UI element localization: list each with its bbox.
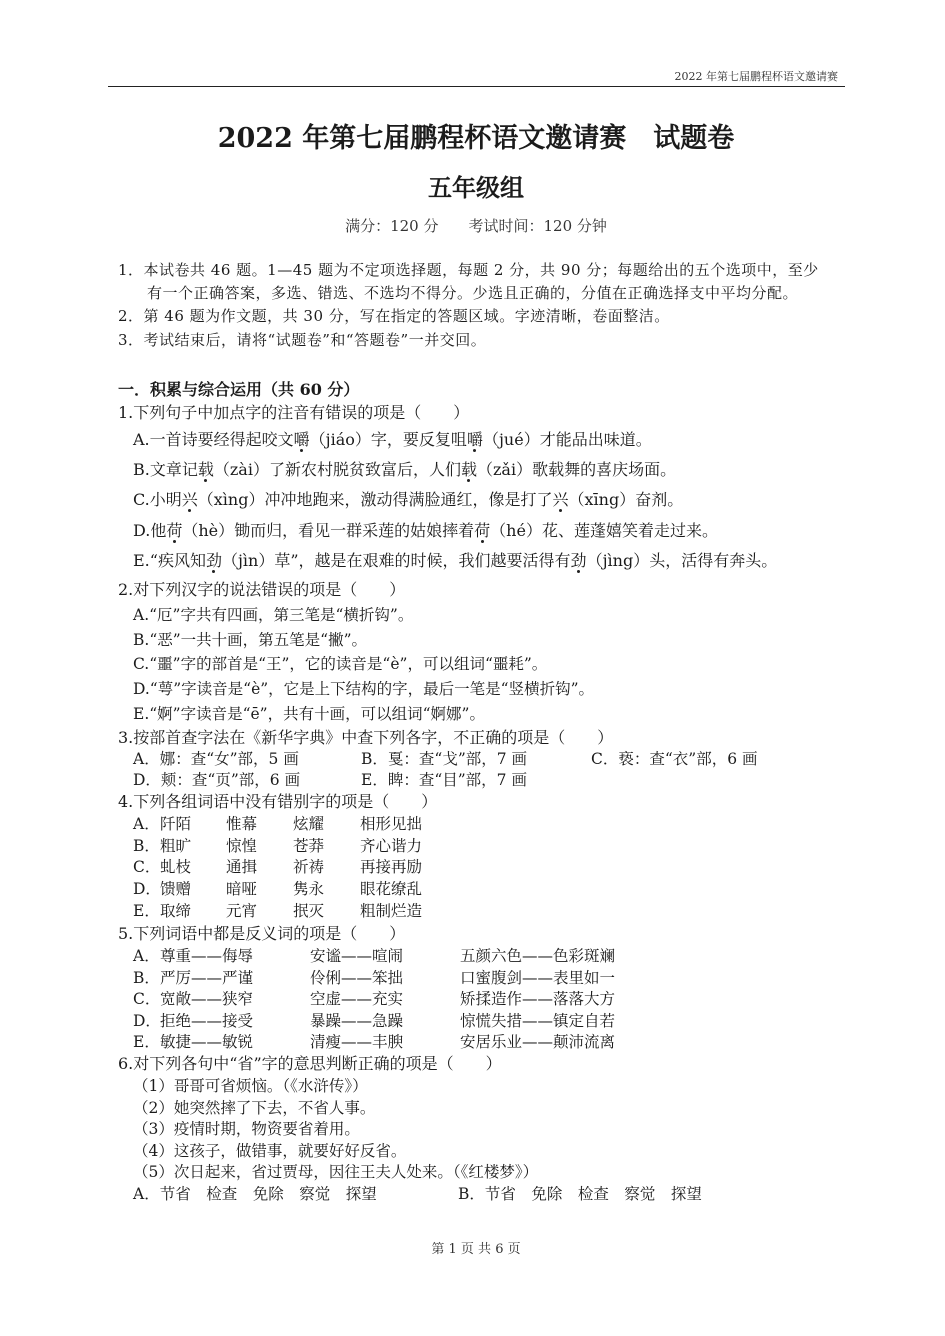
word: 惊惶 <box>226 837 258 855</box>
q1-option-d <box>133 521 718 541</box>
q2-option-e: E.“婀”字读音是“ē”，共有十画，可以组词“婀娜”。 <box>133 705 485 723</box>
q3-option-a: A．娜：查“女”部，5 画 <box>133 750 299 768</box>
option-label: D． <box>133 880 161 898</box>
q4-option-c <box>0 857 945 877</box>
word-pair: 矫揉造作——落落大方 <box>460 990 616 1008</box>
q1-option-c-dotted-char: 兴 <box>181 490 198 509</box>
instruction-2: 2．第 46 题为作文题，共 30 分，写在指定的答题区域。字迹清晰，卷面整洁。 <box>118 307 670 325</box>
option-label: E． <box>133 1033 160 1051</box>
exam-title: 2022 年第七届鹏程杯语文邀请赛 试题卷 <box>217 123 735 154</box>
q1-option-d-text: （hé）花、莲蓬嬉笑着走过来。 <box>490 521 718 540</box>
q2-option-c: C.“噩”字的部首是“王”，它的读音是“è”，可以组词“噩耗”。 <box>133 655 548 673</box>
word: 祈祷 <box>293 858 325 876</box>
q1-option-c-text: （xīng）奋剂。 <box>568 490 684 509</box>
word: 馈赠 <box>160 880 192 898</box>
word-pair: 安谧——喧闹 <box>310 947 404 965</box>
q4-option-a <box>0 814 945 834</box>
header-rule <box>108 86 845 87</box>
word-pair: 严厉——严谨 <box>160 969 254 987</box>
word: 再接再励 <box>360 858 423 876</box>
word: 取缔 <box>160 902 192 920</box>
q2-option-b: B.“恶”一共十画，第五笔是“撇”。 <box>133 631 368 649</box>
word: 隽永 <box>293 880 325 898</box>
q3-option-d: D．颊：查“页”部，6 画 <box>133 771 301 789</box>
option-label: D． <box>133 1012 161 1030</box>
word: 齐心谐力 <box>360 837 423 855</box>
q2-option-d: D.“萼”字读音是“è”，它是上下结构的字，最后一笔是“竖横折钩”。 <box>133 680 595 698</box>
word: 虬枝 <box>160 858 192 876</box>
word: 通揖 <box>226 858 258 876</box>
q1-option-a-text: （jiáo）字，要反复咀 <box>309 430 467 449</box>
q6-sentence-1: （1）哥哥可省烦恼。（《水浒传》） <box>133 1077 368 1095</box>
q1-option-b-text: B.文章记 <box>133 460 198 479</box>
q6-sentence-4: （4）这孩子，做错事，就要好好反省。 <box>133 1142 407 1160</box>
q1-option-e-text: （jìn）草”，越是在艰难的时候，我们越要活得有 <box>221 551 571 570</box>
q3-options-row-2 <box>0 770 945 790</box>
q1-stem: 1.下列句子中加点字的注音有错误的项是（ ） <box>118 403 470 422</box>
q1-option-e-text: （jìng）头，活得有奔头。 <box>586 551 778 570</box>
q1-option-c-text: C.小明 <box>133 490 182 509</box>
q1-option-a-dotted-char: 嚼 <box>293 430 310 449</box>
q3-stem: 3.按部首查字法在《新华字典》中查下列各字，不正确的项是（ ） <box>118 728 614 747</box>
word: 粗制烂造 <box>360 902 423 920</box>
q1-option-e-dotted-char: 劲 <box>205 551 222 570</box>
word-pair: 拒绝——接受 <box>160 1012 254 1030</box>
q3-option-b: B．戛：查“戈”部，7 画 <box>361 750 528 768</box>
word-pair: 伶俐——笨拙 <box>310 969 404 987</box>
q1-option-d-dotted-char: 荷 <box>166 521 183 540</box>
word-pair: 清瘦——丰腴 <box>310 1033 404 1051</box>
q1-option-d-text: （hè）锄而归，看见一群采莲的姑娘摔着 <box>182 521 475 540</box>
exam-group: 五年级组 <box>428 173 524 202</box>
word: 暗哑 <box>226 880 258 898</box>
word-pair: 五颜六色——色彩斑斓 <box>460 947 616 965</box>
option-label: E． <box>133 902 160 920</box>
word-pair: 尊重——侮辱 <box>160 947 254 965</box>
option-label: A． <box>133 947 160 965</box>
q5-stem: 5.下列词语中都是反义词的项是（ ） <box>118 924 406 943</box>
q4-option-e <box>0 901 945 921</box>
word: 惟幕 <box>226 815 258 833</box>
q6-stem: 6.对下列各句中“省”字的意思判断正确的项是（ ） <box>118 1054 502 1073</box>
word-pair: 安居乐业——颠沛流离 <box>460 1033 616 1051</box>
q1-option-d-text: D.他 <box>133 521 167 540</box>
q6-sentence-2: （2）她突然摔了下去，不省人事。 <box>133 1099 376 1117</box>
q1-option-c-dotted-char: 兴 <box>552 490 569 509</box>
q2-stem: 2.对下列汉字的说法错误的项是（ ） <box>118 580 406 599</box>
option-label: C． <box>133 990 161 1008</box>
word: 元宵 <box>226 902 258 920</box>
q1-option-b <box>133 460 676 480</box>
q3-option-e: E．睥：查“目”部，7 画 <box>361 771 527 789</box>
word-pair: 惊慌失措——镇定自若 <box>460 1012 616 1030</box>
option-label: A． <box>133 815 160 833</box>
word-pair: 空虚——充实 <box>310 990 404 1008</box>
page-number: 第 1 页 共 6 页 <box>431 1242 521 1257</box>
q1-option-a-text: A.一首诗要经得起咬文 <box>133 430 294 449</box>
word-pair: 敏捷——敏锐 <box>160 1033 254 1051</box>
q3-options-row-1 <box>0 749 945 769</box>
word: 阡陌 <box>160 815 192 833</box>
q5-option-e <box>0 1032 945 1052</box>
q1-option-a-dotted-char: 嚼 <box>466 430 483 449</box>
q5-option-a <box>0 946 945 966</box>
q1-option-d-dotted-char: 荷 <box>474 521 491 540</box>
option-label: B． <box>133 969 160 987</box>
word: 眼花缭乱 <box>360 880 423 898</box>
q6-options-row <box>0 1184 945 1204</box>
q1-option-a-text: （jué）才能品出味道。 <box>482 430 652 449</box>
q1-option-e-dotted-char: 劲 <box>570 551 587 570</box>
exam-meta: 满分：120 分 考试时间：120 分钟 <box>345 217 607 235</box>
q5-option-c <box>0 989 945 1009</box>
q1-option-c-text: （xìng）冲冲地跑来，激动得满脸通红，像是打了 <box>197 490 553 509</box>
q6-sentence-3: （3）疫情时期，物资要省着用。 <box>133 1120 360 1138</box>
word: 抿灭 <box>293 902 325 920</box>
word-pair: 暴躁——急躁 <box>310 1012 404 1030</box>
q1-option-c <box>133 490 683 510</box>
q1-option-a <box>133 430 652 450</box>
word: 粗旷 <box>160 837 192 855</box>
q3-option-c: C．亵：查“衣”部，6 画 <box>591 750 758 768</box>
instruction-3: 3．考试结束后，请将“试题卷”和“答题卷”一并交回。 <box>118 331 487 349</box>
q4-stem: 4.下列各组词语中没有错别字的项是（ ） <box>118 792 438 811</box>
word: 相形见拙 <box>360 815 423 833</box>
q1-option-b-text: （zài）了新农村脱贫致富后，人们 <box>213 460 461 479</box>
word: 炫耀 <box>293 815 325 833</box>
q1-option-e <box>133 551 777 571</box>
instruction-1: 1．本试卷共 46 题。1—45 题为不定项选择题，每题 2 分，共 90 分；每题给出的五个选项中，至少 <box>118 261 819 279</box>
q1-option-e-text: E.“疾风知 <box>133 551 206 570</box>
option-label: C． <box>133 858 161 876</box>
q1-option-b-dotted-char: 载 <box>460 460 477 479</box>
section-heading: 一．积累与综合运用（共 60 分） <box>118 380 360 399</box>
q2-option-a: A.“厄”字共有四画，第三笔是“横折钩”。 <box>133 606 414 624</box>
running-header: 2022 年第七届鹏程杯语文邀请赛 <box>674 70 838 83</box>
option-label: B． <box>133 837 160 855</box>
q1-option-b-dotted-char: 载 <box>197 460 214 479</box>
instruction-1-continued: 有一个正确答案，多选、错选、不选均不得分。少选且正确的，分值在正确选择支中平均分配。 <box>147 284 799 302</box>
word: 苍莽 <box>293 837 325 855</box>
q1-option-b-text: （zǎi）歌载舞的喜庆场面。 <box>476 460 677 479</box>
word-pair: 口蜜腹剑——表里如一 <box>460 969 616 987</box>
q6-sentence-5: （5）次日起来，省过贾母，因往王夫人处来。（《红楼梦》） <box>133 1163 539 1181</box>
q6-option-b: B．节省 免除 检查 察觉 探望 <box>458 1185 702 1203</box>
q6-option-a: A．节省 检查 免除 察觉 探望 <box>133 1185 377 1203</box>
word-pair: 宽敞——狭窄 <box>160 990 254 1008</box>
q4-option-b <box>0 836 945 856</box>
q5-option-d <box>0 1011 945 1031</box>
q4-option-d <box>0 879 945 899</box>
q5-option-b <box>0 968 945 988</box>
